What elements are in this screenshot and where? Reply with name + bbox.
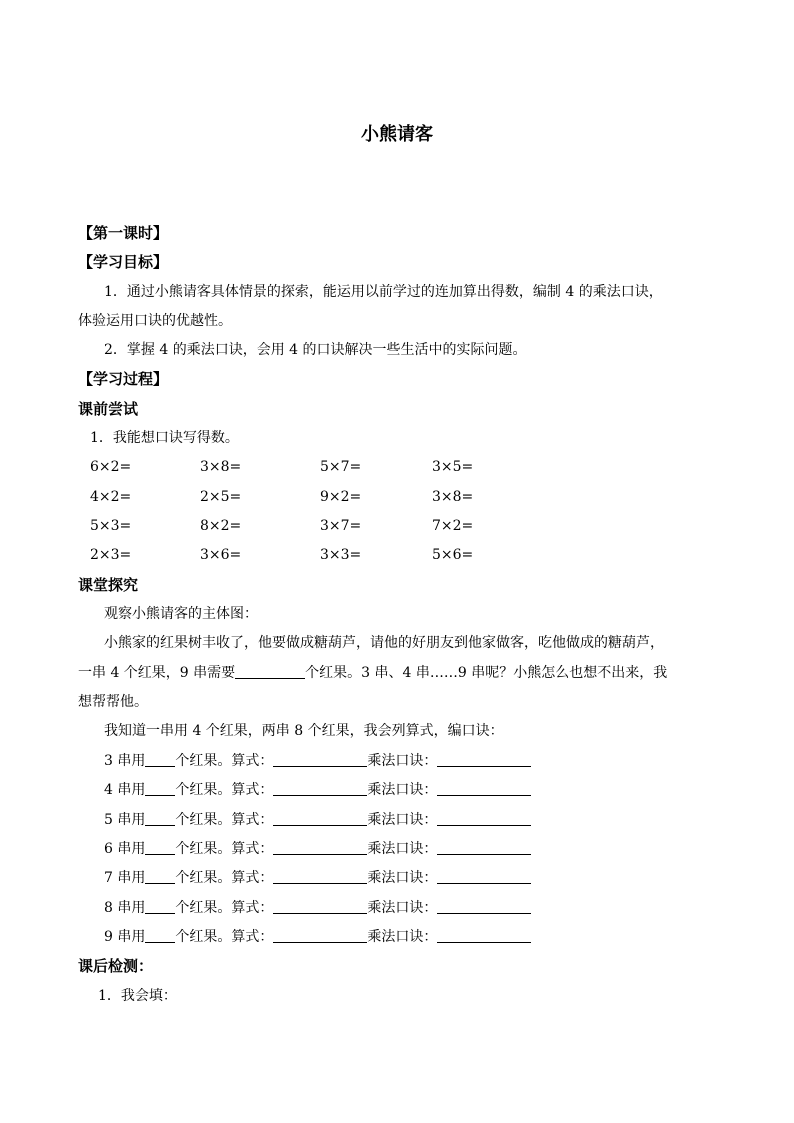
- fill-row-prefix: 4 串用: [104, 782, 146, 798]
- song-blank[interactable]: [437, 752, 531, 767]
- song-blank[interactable]: [437, 811, 531, 826]
- fill-row-song: 乘法口诀：: [367, 900, 438, 916]
- grid-cell: 2×3=: [90, 547, 132, 563]
- fill-row-song: 乘法口诀：: [367, 812, 438, 828]
- equation-blank[interactable]: [273, 869, 367, 884]
- section-goals-heading: 【学习目标】: [78, 253, 169, 271]
- explore-story-line-3: 想帮帮他。: [78, 694, 148, 710]
- after-check-heading: 课后检测：: [78, 957, 154, 975]
- fill-row-song: 乘法口诀：: [367, 753, 438, 769]
- page-title: 小熊请客: [361, 124, 433, 145]
- goal-1-line-2: 体验运用口诀的优越性。: [78, 313, 232, 329]
- goal-2: 2．掌握 4 的乘法口诀，会用 4 的口诀解决一些生活中的实际问题。: [104, 342, 527, 358]
- grid-cell: 9×2=: [320, 489, 362, 505]
- section-process-heading: 【学习过程】: [78, 370, 169, 388]
- song-blank[interactable]: [437, 928, 531, 943]
- grid-cell: 8×2=: [200, 518, 242, 534]
- equation-blank[interactable]: [273, 811, 367, 826]
- fill-row: [104, 840, 531, 858]
- equation-blank[interactable]: [273, 781, 367, 796]
- count-blank[interactable]: [145, 928, 175, 943]
- explore-story-line-2: [78, 664, 667, 682]
- fill-row-song: 乘法口诀：: [367, 841, 438, 857]
- count-blank[interactable]: [145, 840, 175, 855]
- grid-cell: 3×7=: [320, 518, 362, 534]
- explore-know: 我知道一串用 4 个红果，两串 8 个红果，我会列算式，编口诀：: [104, 723, 504, 739]
- fill-row-mid: 个红果。算式：: [175, 753, 274, 769]
- grid-cell: 3×8=: [200, 459, 242, 475]
- grid-cell: 5×7=: [320, 459, 362, 475]
- grid-cell: 3×3=: [320, 547, 362, 563]
- fill-row: [104, 869, 531, 887]
- fill-row-mid: 个红果。算式：: [175, 870, 274, 886]
- fill-row-mid: 个红果。算式：: [175, 900, 274, 916]
- song-blank[interactable]: [437, 840, 531, 855]
- grid-cell: 2×5=: [200, 489, 242, 505]
- grid-cell: 6×2=: [90, 459, 132, 475]
- fill-row-prefix: 6 串用: [104, 841, 146, 857]
- fill-row-prefix: 7 串用: [104, 870, 146, 886]
- fill-row-mid: 个红果。算式：: [175, 782, 274, 798]
- fill-row: [104, 752, 531, 770]
- class-explore-heading: 课堂探究: [78, 576, 139, 594]
- count-blank[interactable]: [145, 752, 175, 767]
- fill-row-mid: 个红果。算式：: [175, 929, 274, 945]
- grid-cell: 3×8=: [432, 489, 474, 505]
- pre-try-question-1: 1．我能想口诀写得数。: [90, 430, 239, 446]
- count-blank[interactable]: [145, 811, 175, 826]
- fill-row-prefix: 8 串用: [104, 900, 146, 916]
- fill-row: [104, 899, 531, 917]
- song-blank[interactable]: [437, 899, 531, 914]
- count-blank[interactable]: [145, 869, 175, 884]
- explore-story-line-1: 小熊家的红果树丰收了，他要做成糖葫芦，请他的好朋友到他家做客，吃他做成的糖葫芦，: [104, 635, 664, 651]
- grid-cell: 7×2=: [432, 518, 474, 534]
- fill-row-prefix: 3 串用: [104, 753, 146, 769]
- fill-row: [104, 781, 531, 799]
- story-text-b: 个红果。3 串、4 串……9 串呢？小熊怎么也想不出来，我: [305, 665, 668, 681]
- grid-cell: 5×3=: [90, 518, 132, 534]
- grid-cell: 3×6=: [200, 547, 242, 563]
- grid-cell: 4×2=: [90, 489, 132, 505]
- fill-row-mid: 个红果。算式：: [175, 812, 274, 828]
- count-blank[interactable]: [145, 781, 175, 796]
- after-check-question-1: 1．我会填：: [98, 988, 177, 1004]
- count-blank[interactable]: [145, 899, 175, 914]
- fill-row-mid: 个红果。算式：: [175, 841, 274, 857]
- song-blank[interactable]: [437, 869, 531, 884]
- grid-cell: 3×5=: [432, 459, 474, 475]
- answer-blank[interactable]: [235, 664, 305, 679]
- equation-blank[interactable]: [273, 928, 367, 943]
- story-text-a: 一串 4 个红果，9 串需要: [78, 665, 236, 681]
- fill-row-song: 乘法口诀：: [367, 929, 438, 945]
- fill-row: [104, 928, 531, 946]
- fill-row-prefix: 9 串用: [104, 929, 146, 945]
- fill-row-song: 乘法口诀：: [367, 782, 438, 798]
- explore-observe: 观察小熊请客的主体图：: [104, 606, 258, 622]
- fill-row-prefix: 5 串用: [104, 812, 146, 828]
- fill-row: [104, 811, 531, 829]
- equation-blank[interactable]: [273, 752, 367, 767]
- grid-cell: 5×6=: [432, 547, 474, 563]
- goal-1-line-1: 1．通过小熊请客具体情景的探索，能运用以前学过的连加算出得数，编制 4 的乘法口诀，: [104, 284, 663, 300]
- equation-blank[interactable]: [273, 840, 367, 855]
- pre-try-heading: 课前尝试: [78, 400, 139, 418]
- equation-blank[interactable]: [273, 899, 367, 914]
- song-blank[interactable]: [437, 781, 531, 796]
- section-lesson-heading: 【第一课时】: [78, 224, 169, 242]
- fill-row-song: 乘法口诀：: [367, 870, 438, 886]
